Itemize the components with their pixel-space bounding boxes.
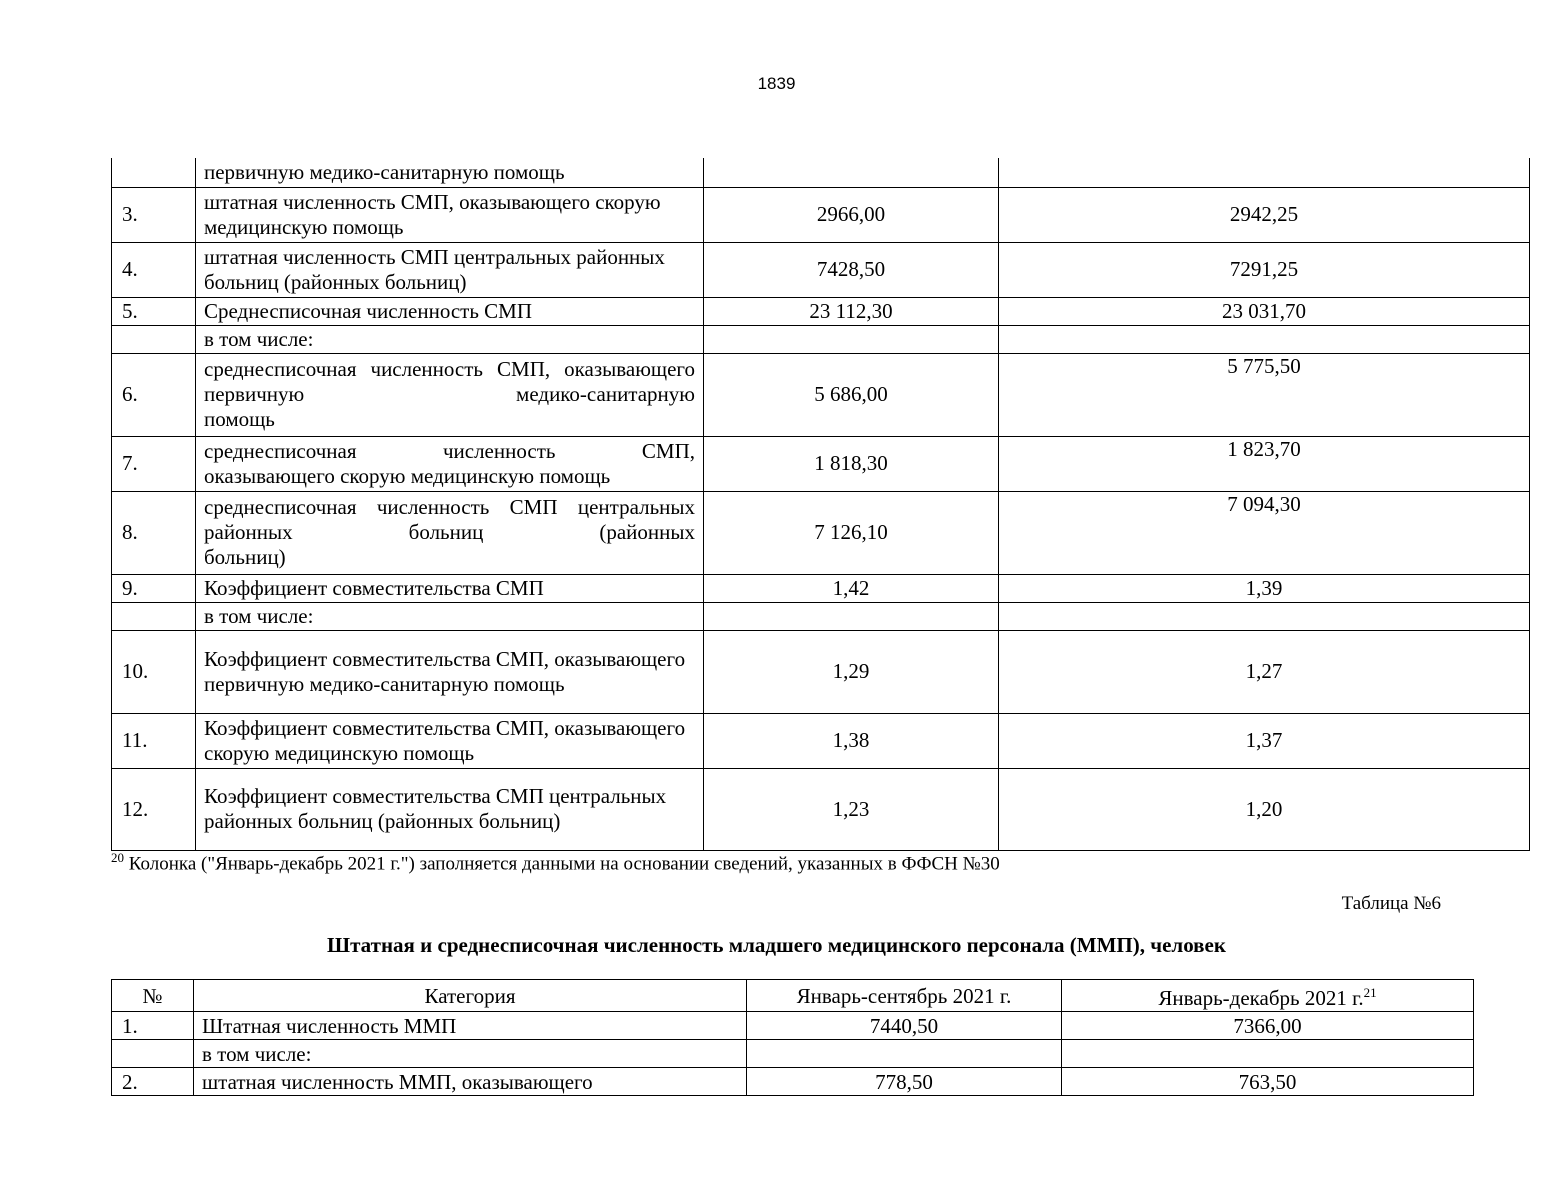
row-category-line: среднесписочная численность СМП	[204, 495, 558, 519]
row-category: штатная численность СМП, оказывающего скорую медицинскую помощь	[196, 187, 704, 242]
table-row	[112, 491, 1530, 574]
footnote	[111, 850, 1000, 875]
row-category: Коэффициент совместительства СМП центральных районных больниц (районных больниц)	[196, 768, 704, 850]
row-value-dec	[999, 602, 1530, 630]
row-value-sep: 1,42	[704, 574, 999, 602]
table-row	[112, 325, 1530, 353]
table-row	[112, 630, 1530, 713]
table-row	[112, 1012, 1474, 1040]
row-value-sep: 778,50	[747, 1068, 1062, 1096]
row-value-sep: 1 818,30	[704, 436, 999, 491]
header-footnote-mark: 21	[1363, 985, 1377, 1000]
row-category: Штатная численность ММП	[194, 1012, 747, 1040]
row-number: 9.	[112, 574, 196, 602]
row-category-line: помощь	[204, 407, 275, 431]
header-period-dec-text: Январь-декабрь 2021 г.	[1158, 986, 1364, 1010]
row-value-dec: 23 031,70	[999, 297, 1530, 325]
table-row	[112, 187, 1530, 242]
table-row	[112, 574, 1530, 602]
row-value-sep: 1,23	[704, 768, 999, 850]
row-category: в том числе:	[194, 1040, 747, 1068]
row-category: Среднесписочная численность СМП	[196, 297, 704, 325]
row-value-sep: 2966,00	[704, 187, 999, 242]
row-value-dec: 2942,25	[999, 187, 1530, 242]
row-category-line: оказывающего первичную медико-санитарную	[204, 357, 696, 406]
staff-table-continued	[111, 158, 1530, 851]
row-number: 10.	[112, 630, 196, 713]
table-row	[112, 158, 1530, 187]
row-value-sep	[704, 325, 999, 353]
row-value-dec: 1,20	[999, 768, 1530, 850]
row-value-sep	[704, 602, 999, 630]
junior-staff-table	[111, 979, 1474, 1096]
row-value-dec: 1,27	[999, 630, 1530, 713]
table-row	[112, 768, 1530, 850]
header-period-dec	[1062, 980, 1474, 1012]
row-number: 12.	[112, 768, 196, 850]
row-category	[196, 491, 704, 574]
row-value-dec: 1 823,70	[999, 436, 1530, 491]
row-value-dec: 7291,25	[999, 242, 1530, 297]
row-value-dec	[999, 158, 1530, 187]
row-number	[112, 158, 196, 187]
row-category-line: центральных районных больниц (районных	[204, 495, 695, 544]
row-category: Коэффициент совместительства СМП, оказывающего скорую медицинскую помощь	[196, 713, 704, 768]
row-category-line: среднесписочная численность СМП,	[204, 357, 551, 381]
row-value-dec	[1062, 1040, 1474, 1068]
row-value-sep: 5 686,00	[704, 353, 999, 436]
table-label: Таблица №6	[1341, 893, 1441, 914]
page-number: 1839	[757, 74, 796, 93]
table-row	[112, 1068, 1474, 1096]
row-number: 11.	[112, 713, 196, 768]
table-row	[112, 353, 1530, 436]
row-value-sep: 7428,50	[704, 242, 999, 297]
row-number	[112, 325, 196, 353]
row-number: 6.	[112, 353, 196, 436]
row-number: 4.	[112, 242, 196, 297]
row-category: первичную медико-санитарную помощь	[196, 158, 704, 187]
footnote-text: Колонка ("Январь-декабрь 2021 г.") заполняется данными на основании сведений, указанных в ФФСН №30	[124, 853, 1000, 875]
table-row	[112, 602, 1530, 630]
row-number: 8.	[112, 491, 196, 574]
row-number: 7.	[112, 436, 196, 491]
table-row	[112, 436, 1530, 491]
row-value-sep: 7 126,10	[704, 491, 999, 574]
row-value-sep: 1,38	[704, 713, 999, 768]
row-number: 2.	[112, 1068, 194, 1096]
row-value-sep	[704, 158, 999, 187]
footnote-mark: 20	[111, 850, 124, 865]
row-category-line: оказывающего скорую медицинскую помощь	[204, 463, 611, 488]
row-value-sep: 1,29	[704, 630, 999, 713]
table-row	[112, 297, 1530, 325]
row-number	[112, 1040, 194, 1068]
row-category: Коэффициент совместительства СМП, оказывающего первичную медико-санитарную помощь	[196, 630, 704, 713]
row-number	[112, 602, 196, 630]
row-value-dec: 763,50	[1062, 1068, 1474, 1096]
row-number: 1.	[112, 1012, 194, 1040]
row-category: Коэффициент совместительства СМП	[196, 574, 704, 602]
row-number: 3.	[112, 187, 196, 242]
row-value-sep: 7440,50	[747, 1012, 1062, 1040]
table-title: Штатная и среднесписочная численность младшего медицинского персонала (ММП), человек	[327, 933, 1226, 957]
table-row	[112, 242, 1530, 297]
table-header-row	[112, 980, 1474, 1012]
table-row	[112, 713, 1530, 768]
row-category-line: среднесписочная численность СМП,	[204, 438, 695, 463]
row-category	[196, 436, 704, 491]
row-category: в том числе:	[196, 602, 704, 630]
row-value-sep: 23 112,30	[704, 297, 999, 325]
header-number: №	[112, 980, 194, 1012]
header-period-sep: Январь-сентябрь 2021 г.	[747, 980, 1062, 1012]
table-row	[112, 1040, 1474, 1068]
row-value-dec: 5 775,50	[999, 353, 1530, 436]
row-value-dec: 7366,00	[1062, 1012, 1474, 1040]
row-category-line: больниц)	[204, 545, 286, 569]
row-value-dec: 7 094,30	[999, 491, 1530, 574]
row-category: штатная численность ММП, оказывающего	[194, 1068, 747, 1096]
row-number: 5.	[112, 297, 196, 325]
row-value-dec: 1,37	[999, 713, 1530, 768]
row-value-sep	[747, 1040, 1062, 1068]
row-value-dec	[999, 325, 1530, 353]
row-category: в том числе:	[196, 325, 704, 353]
row-category: штатная численность СМП центральных районных больниц (районных больниц)	[196, 242, 704, 297]
row-category	[196, 353, 704, 436]
header-category: Категория	[194, 980, 747, 1012]
row-value-dec: 1,39	[999, 574, 1530, 602]
